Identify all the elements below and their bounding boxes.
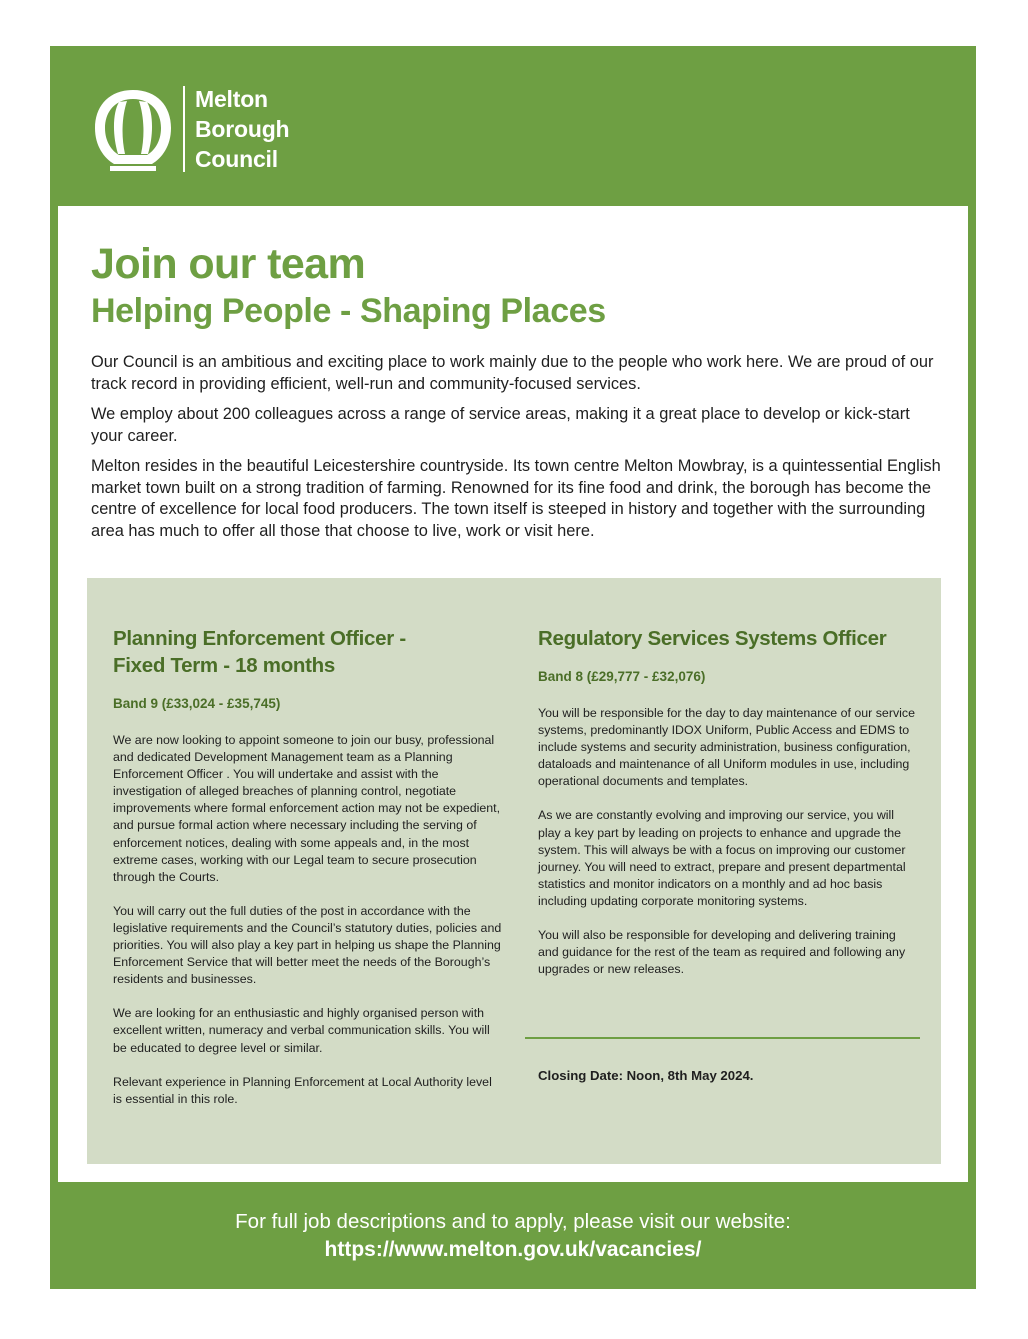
- job-planning-enforcement-officer: [113, 625, 503, 1125]
- header: [50, 46, 976, 206]
- logo-wordmark: [195, 84, 289, 174]
- intro-text: [91, 352, 941, 551]
- job-title: [113, 625, 503, 679]
- logo-line: Borough: [195, 116, 290, 142]
- logo-line: Council: [195, 146, 278, 172]
- job-paragraph: You will be responsible for the day to day maintenance of our service systems, predominantly IDOX Uniform, Public Access and EDMS to include systems and security administration, business configuration, dataloads and maintenance of all Uniform modules in use, including operational documents and templates.: [538, 706, 915, 789]
- vacancies-box: [87, 578, 941, 1164]
- intro-paragraph: Our Council is an ambitious and exciting place to work mainly due to the people who work here. We are proud of our track record in providing efficient, well-run and community-focused services.: [91, 353, 934, 393]
- footer-text: For full job descriptions and to apply, please visit our website:: [235, 1210, 791, 1233]
- vacancies-link[interactable]: https://www.melton.gov.uk/vacancies/: [324, 1238, 702, 1261]
- job-paragraph: You will also be responsible for developing and delivering training and guidance for the rest of the team as required and following any upgrades or new releases.: [538, 928, 906, 977]
- job-title-line: Planning Enforcement Officer -: [113, 627, 406, 650]
- page-subtitle: Helping People - Shaping Places: [91, 292, 606, 330]
- job-band: Band 8 (£29,777 - £32,076): [538, 669, 706, 684]
- job-regulatory-services-systems-officer: [538, 625, 918, 995]
- job-description: [113, 732, 503, 1108]
- intro-paragraph: We employ about 200 colleagues across a range of service areas, making it a great place to develop or kick-start your career.: [91, 405, 910, 445]
- content-panel: [58, 206, 968, 1182]
- page-title: Join our team: [91, 240, 366, 288]
- job-paragraph: You will carry out the full duties of the post in accordance with the legislative requirements and the Council’s statutory duties, policies and priorities. You will also play a key part in helping us shape the Planning Enforcement Service that will better meet the needs of the Borough’s residents and businesses.: [113, 903, 502, 987]
- job-title: [538, 625, 918, 652]
- logo-divider: [183, 86, 185, 172]
- poster-frame: [50, 46, 976, 1289]
- job-title-line: Regulatory Services Systems Officer: [538, 627, 887, 650]
- job-paragraph: We are looking for an enthusiastic and highly organised person with excellent written, numeracy and verbal communication skills. You will be educated to degree level or similar.: [113, 1006, 490, 1055]
- job-paragraph: As we are constantly evolving and improving our service, you will play a key part by leading on projects to enhance and upgrade the system. This will always be with a focus on improving our customer journey. You will need to extract, prepare and present departmental statistics and monitor indicators on a monthly and ad hoc basis including updating corporate monitoring systems.: [538, 808, 906, 908]
- footer: [50, 1182, 976, 1289]
- melton-borough-council-logo-icon: [92, 84, 174, 174]
- job-paragraph: We are now looking to appoint someone to join our busy, professional and dedicated Development Management team as a Planning Enforcement Officer . You will undertake and assist with the investigation of alleged breaches of planning control, negotiate improvements where formal enforcement action may not be expedient, and pursue formal action where necessary including the serving of enforcement notices, dealing with some appeals and, in the most extreme cases, working with our Legal team to secure prosecution through the Courts.: [113, 733, 501, 884]
- council-logo: [92, 84, 289, 174]
- job-title-line: Fixed Term - 18 months: [113, 654, 335, 677]
- job-description: [538, 705, 918, 978]
- logo-line: Melton: [195, 86, 268, 112]
- intro-paragraph: Melton resides in the beautiful Leicestershire countryside. Its town centre Melton Mowbray, is a quintessential English market town built on a strong tradition of farming. Renowned for its fine food and drink, the borough has become the centre of excellence for local food producers. The town itself is steeped in history and together with the surrounding area has much to offer all those that choose to live, work or visit here.: [91, 457, 941, 540]
- job-band: Band 9 (£33,024 - £35,745): [113, 696, 281, 711]
- closing-date: Closing Date: Noon, 8th May 2024.: [538, 1068, 754, 1083]
- section-divider: [525, 1037, 920, 1039]
- job-paragraph: Relevant experience in Planning Enforcement at Local Authority level is essential in this role.: [113, 1074, 492, 1106]
